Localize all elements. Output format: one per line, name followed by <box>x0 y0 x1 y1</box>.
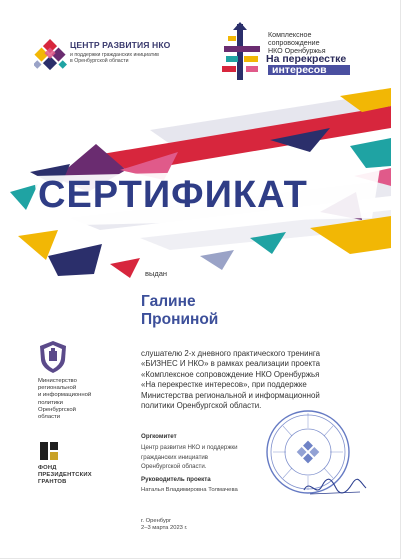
nko-center-subtitle-line: и поддержки гражданских инициатив <box>70 52 159 58</box>
organizer-line: гражданских инициатив <box>141 453 208 461</box>
crossroads-subtitle-line: сопровождение <box>268 39 320 47</box>
ministry-caption <box>38 378 123 421</box>
ministry-line: Оренбургской <box>38 406 76 413</box>
certificate-body <box>141 349 381 411</box>
signature-icon <box>300 472 370 500</box>
crossroads-logo-icon <box>222 22 262 82</box>
project-lead-name: Наталья Владимировна Толмачева <box>141 487 238 493</box>
recipient-name-line: Прониной <box>141 310 219 328</box>
crossroads-subtitle-line: Комплексное <box>268 31 312 39</box>
organizer-details <box>141 443 276 472</box>
body-line: Министерства региональной и информационной <box>141 390 320 400</box>
organizer-heading: Оргкомитет <box>141 433 177 440</box>
crossroads-title-line: интересов <box>268 65 350 76</box>
organizer-line: Оренбургской области. <box>141 463 207 471</box>
certificate-title: СЕРТИФИКАТ <box>38 174 308 216</box>
fund-line: ФОНД <box>38 465 57 471</box>
project-lead-heading: Руководитель проекта <box>141 476 211 483</box>
ministry-line: и информационной <box>38 392 92 399</box>
coat-of-arms-icon <box>38 340 68 374</box>
ministry-line: политики <box>38 399 63 406</box>
body-line: «Комплексное сопровождение НКО Оренбуржья <box>141 369 320 379</box>
recipient-name <box>141 293 218 328</box>
nko-center-subtitle-line: в Оренбургской области <box>70 58 129 65</box>
body-line: «БИЗНЕС И НКО» в рамках реализации проекта <box>141 359 320 369</box>
place-and-date <box>141 518 188 533</box>
recipient-name-line: Галине <box>141 293 196 310</box>
crossroads-subtitle-line: НКО Оренбуржья <box>268 47 326 55</box>
issued-label: выдан <box>145 269 168 278</box>
nko-center-subtitle <box>70 52 180 65</box>
body-line: «На перекрестке интересов», при поддержке <box>141 380 307 390</box>
crossroads-subtitle <box>268 31 368 55</box>
date-text: 2–3 марта 2023 г. <box>141 525 188 532</box>
crossroads-title <box>266 54 378 75</box>
nko-center-title: ЦЕНТР РАЗВИТИЯ НКО <box>70 40 171 50</box>
presidential-grants-caption <box>38 465 118 485</box>
crossroads-title-line: На перекрестке <box>266 53 347 65</box>
fund-line: ГРАНТОВ <box>38 478 67 485</box>
body-line: слушателю 2-х дневного практического тренинга <box>141 349 321 358</box>
body-line: политики Оренбургской области. <box>141 401 262 411</box>
organizer-line: Центр развития НКО и поддержки <box>141 444 238 451</box>
fund-line: ПРЕЗИДЕНТСКИХ <box>38 471 92 478</box>
presidential-grants-icon <box>38 440 60 462</box>
ministry-line: региональной <box>38 385 77 392</box>
ministry-line: Министерство <box>38 378 77 384</box>
city-text: г. Оренбург <box>141 518 172 524</box>
ministry-line: области <box>38 414 61 421</box>
